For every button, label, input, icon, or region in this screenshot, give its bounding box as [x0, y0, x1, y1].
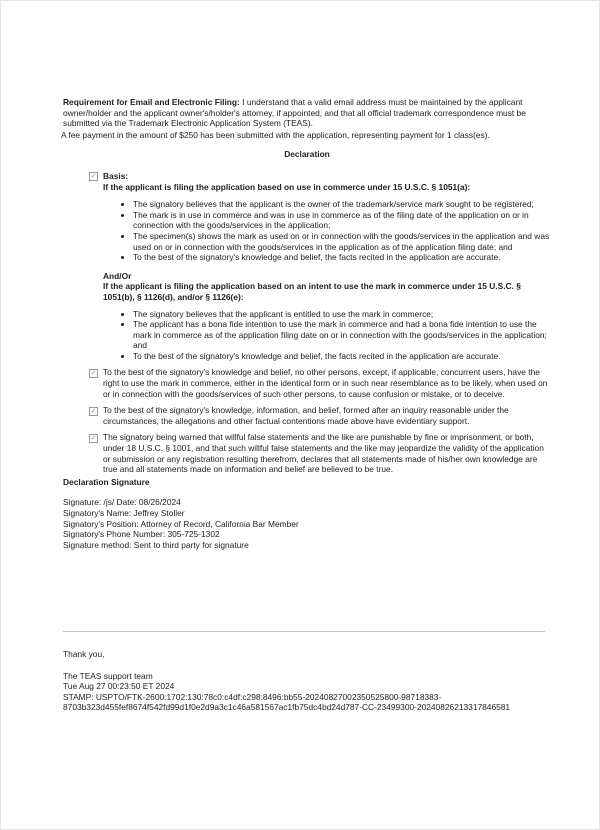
thanks-text: Thank you, — [63, 649, 105, 659]
list-item: • The mark is in use in commerce and was in use in commerce as of the filing date of the application on or in connection with the goods/services in the application; — [133, 210, 551, 231]
statement-text: To the best of the signatory's knowledge, information, and belief, formed after an inquiry reasonable under the circumstances, the allegations and other factual contentions made above have evidentiary support. — [103, 405, 509, 426]
statement-checkbox: ✓ — [90, 435, 97, 443]
email-requirement-label: Requirement for Email and Electronic Filing: — [63, 97, 240, 107]
signature-method: Signature method: Sent to third party for signature — [63, 539, 249, 550]
signature-date-line: Signature: /js/ Date: 08/26/2024 — [63, 497, 181, 508]
fee-statement: A fee payment in the amount of $250 has been submitted with the application, representing payment for 1 class(es). — [61, 129, 490, 140]
basis-checkbox: ✓ — [90, 172, 97, 180]
statement-text: The signatory being warned that willful false statements and the like are punishable by fine or imprisonment, or both, under 18 U.S.C. § 1001, and that such willful false statements and the like may jeopardize the validity of the application or submission or any registration resulting therefrom, declares that all statements made of his/her own knowledge are true and all statements made on information and belief are believed to be true. — [103, 432, 544, 475]
signatory-position: Signatory's Position: Attorney of Record, California Bar Member — [63, 518, 299, 529]
basis-label: Basis: — [103, 170, 129, 181]
use-basis-heading: If the applicant is filing the application based on use in commerce under 15 U.S.C. § 1051(a): — [103, 181, 471, 192]
stamp-line-2: 8703b323d455fef8674f542fd99d1f0e2d9a3c1c46a581567ac1fb75dc4bd24d787-CC-23499300-20240826213317846581 — [63, 702, 511, 713]
intent-basis-block — [63, 271, 551, 362]
list-item: • The signatory believes that the applicant is entitled to use the mark in commerce; — [133, 309, 551, 320]
signatory-phone: Signatory's Phone Number: 305-725-1302 — [63, 529, 220, 540]
email-requirement-text: I understand that a valid email address must be maintained by the applicant owner/holder and the applicant owner's/holder's attorney, if appointed, and that all official trademark correspondence must be submitted via the Trademark Electronic Application System (TEAS). — [63, 97, 526, 129]
statement-false-statements-warning — [63, 432, 551, 474]
divider — [63, 631, 545, 632]
signature-block — [63, 497, 551, 550]
statement-evidentiary-support — [63, 405, 551, 426]
intent-basis-list — [103, 309, 551, 362]
intent-basis-heading: If the applicant is filing the application based on an intent to use the mark in commerce under 15 U.S.C. § 1051(b), § 1126(d), and/or § 1126(e): — [103, 281, 521, 302]
document-body — [63, 97, 551, 550]
statement-no-other-persons — [63, 367, 551, 399]
email-requirement — [63, 97, 551, 129]
declaration-title: Declaration — [284, 149, 330, 160]
use-basis-list — [103, 199, 551, 263]
timestamp: Tue Aug 27 00:23:50 ET 2024 — [63, 681, 175, 692]
list-item: • To the best of the signatory's knowledge and belief, the facts recited in the application are accurate. — [133, 252, 551, 263]
andor-label: And/Or — [103, 270, 132, 281]
list-item: • The signatory believes that the applicant is the owner of the trademark/service mark sought to be registered; — [133, 199, 551, 210]
support-team: The TEAS support team — [63, 670, 153, 681]
list-item: • To the best of the signatory's knowledge and belief, the facts recited in the application are accurate. — [133, 351, 551, 362]
stamp-line-1: STAMP: USPTO/FTK-2600:1702:130:78c0:c4df:c298:8496:bb55-20240827002350525800-98718383- — [63, 691, 442, 702]
statement-checkbox: ✓ — [90, 370, 97, 378]
statement-checkbox: ✓ — [90, 408, 97, 416]
statement-text: To the best of the signatory's knowledge and belief, no other persons, except, if applicable, concurrent users, have the right to use the mark in commerce, either in the identical form or in such near resemblance as to be likely, when used on or in connection with the goods/services of such other persons, to cause confusion or mistake, or to deceive. — [103, 367, 548, 399]
signatory-name: Signatory's Name: Jeffrey Stoller — [63, 508, 185, 518]
signature-heading: Declaration Signature — [63, 476, 150, 487]
basis-block — [63, 171, 551, 263]
footer — [63, 649, 551, 713]
list-item: • The applicant has a bona fide intention to use the mark in commerce and had a bona fide intention to use the mark in commerce as of the application filing date on or in connection with the goods/services in the application; and — [133, 319, 551, 351]
list-item: • The specimen(s) shows the mark as used on or in connection with the goods/services in the application and was used on or in connection with the goods/services in the application as of the application filing date; and — [133, 231, 551, 252]
